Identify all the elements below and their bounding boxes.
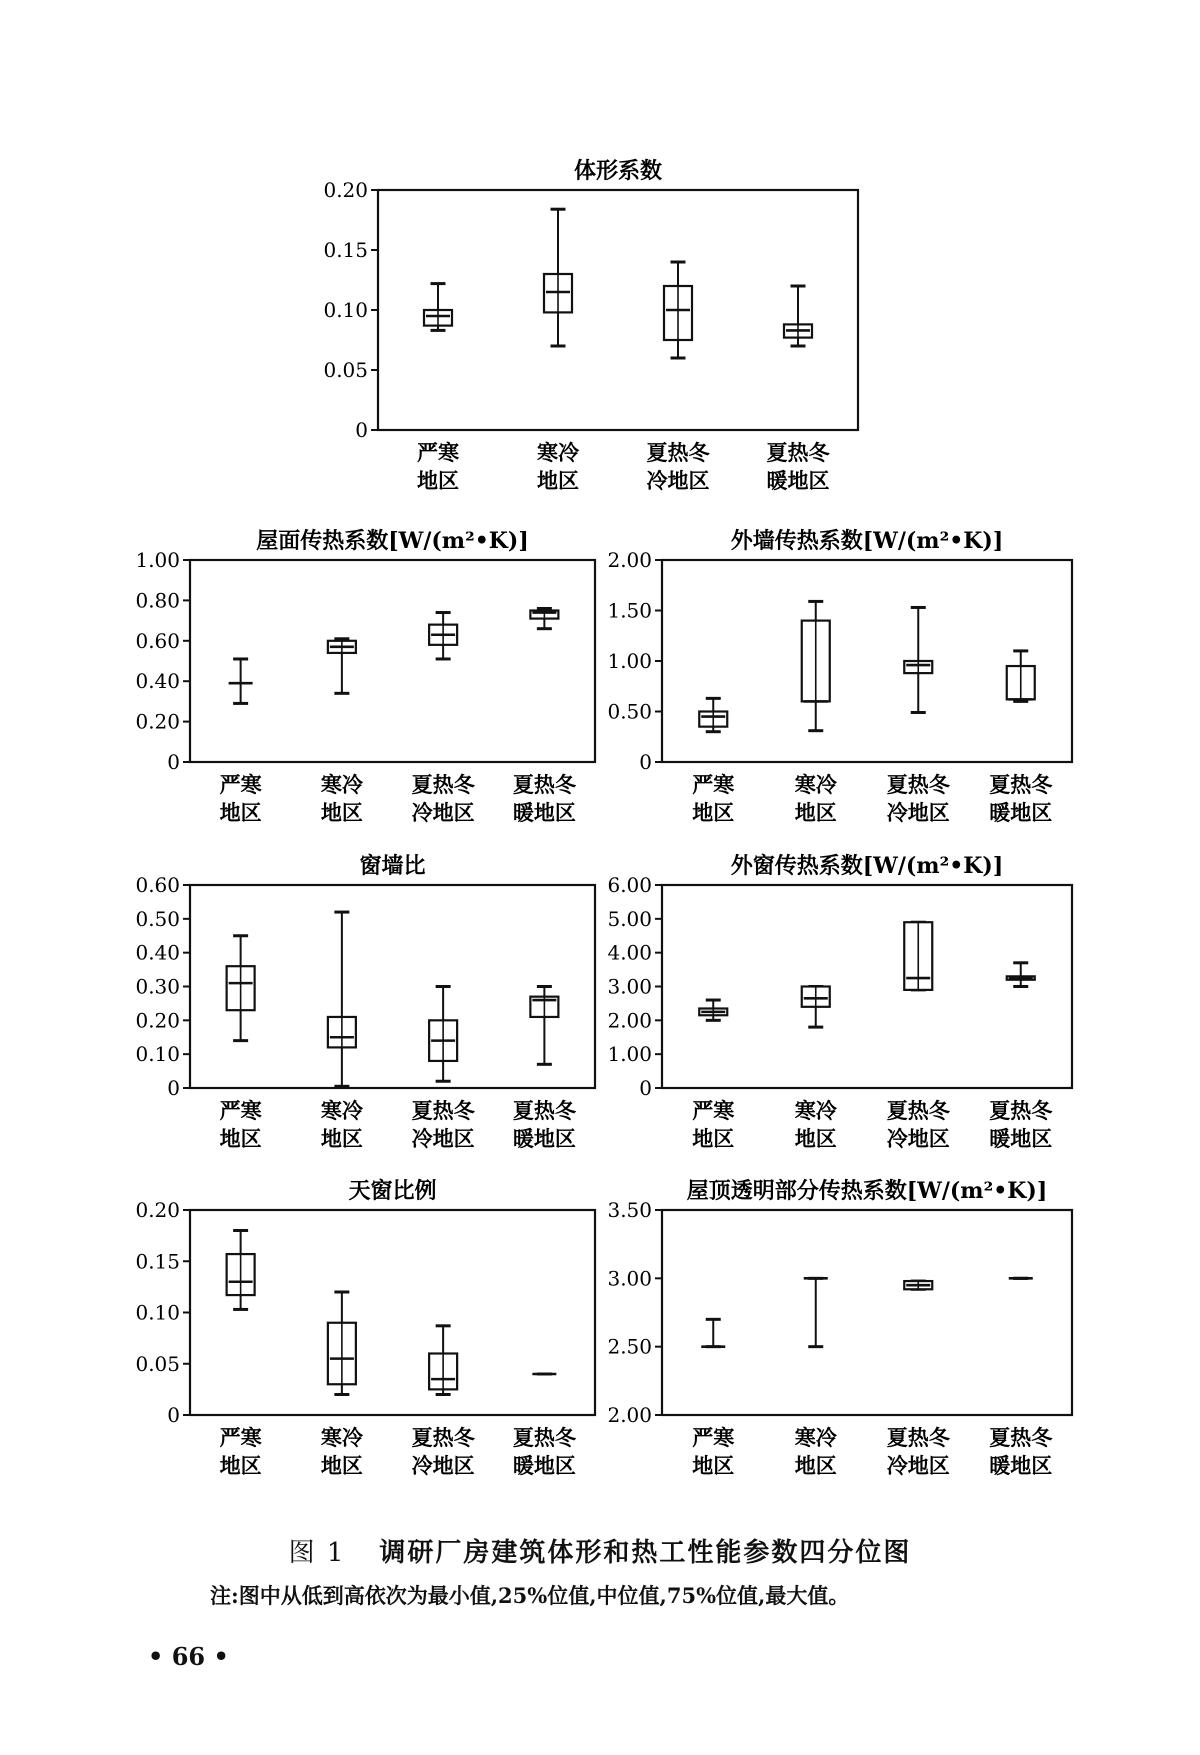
y-tick-label: 0.10: [323, 298, 368, 322]
y-tick-label: 0: [167, 1403, 180, 1427]
figure-caption: [0, 1532, 1200, 1569]
y-tick-label: 0.80: [135, 588, 180, 613]
y-tick-label: 0.40: [135, 940, 180, 965]
y-tick-label: 0.50: [607, 699, 652, 724]
x-category-label: 地区: [692, 1453, 735, 1478]
y-tick-label: 0: [167, 750, 180, 774]
figure-title: 调研厂房建筑体形和热工性能参数四分位图: [379, 1538, 912, 1568]
x-category-label: 地区: [219, 1126, 262, 1151]
x-category-label: 暖地区: [512, 1453, 576, 1478]
x-category-label: 暖地区: [989, 1126, 1053, 1151]
x-category-label: 夏热冬: [886, 1425, 950, 1450]
y-tick-label: 1.00: [607, 649, 652, 673]
y-tick-label: 0.60: [135, 628, 180, 653]
x-category-label: 冷地区: [411, 1453, 475, 1478]
x-category-label: 寒冷: [794, 1425, 837, 1450]
x-category-label: 地区: [219, 800, 262, 825]
figure-number: 图 1: [288, 1538, 346, 1568]
x-category-label: 夏热冬: [886, 1098, 950, 1123]
y-tick-label: 0.50: [135, 906, 180, 931]
x-category-label: 暖地区: [766, 468, 830, 493]
x-category-label: 严寒: [219, 1098, 262, 1123]
x-category-label: 寒冷: [320, 1098, 363, 1123]
x-category-label: 暖地区: [512, 1126, 576, 1151]
y-tick-label: 2.00: [607, 1403, 652, 1427]
x-category-label: 地区: [692, 1126, 735, 1151]
x-category-label: 暖地区: [989, 800, 1053, 825]
y-tick-label: 3.00: [607, 1266, 652, 1291]
chart-title: 体形系数: [573, 158, 663, 184]
x-category-label: 严寒: [692, 1098, 735, 1123]
y-tick-label: 6.00: [607, 873, 652, 897]
x-category-label: 夏热冬: [886, 772, 950, 797]
x-category-label: 夏热冬: [989, 772, 1053, 797]
y-tick-label: 5.00: [607, 906, 652, 931]
y-tick-label: 0.10: [135, 1042, 180, 1067]
x-category-label: 地区: [417, 468, 459, 493]
x-category-label: 夏热冬: [411, 772, 475, 797]
plot-frame: [190, 1210, 595, 1415]
y-tick-label: 0: [355, 418, 368, 442]
y-tick-label: 1.00: [607, 1042, 652, 1067]
x-category-label: 寒冷: [320, 772, 363, 797]
x-category-label: 夏热冬: [646, 440, 710, 465]
y-tick-label: 0.05: [135, 1351, 180, 1376]
y-tick-label: 1.50: [607, 598, 652, 623]
y-tick-label: 0.60: [135, 873, 180, 897]
y-tick-label: 0.15: [323, 238, 368, 262]
x-category-label: 地区: [320, 800, 363, 825]
x-category-label: 夏热冬: [411, 1098, 475, 1123]
x-category-label: 夏热冬: [411, 1425, 475, 1450]
chart-panel-6: [135, 1178, 595, 1478]
x-category-label: 寒冷: [794, 772, 837, 797]
y-tick-label: 1.00: [135, 548, 180, 572]
chart-title: 窗墙比: [359, 853, 426, 879]
x-category-label: 夏热冬: [766, 440, 830, 465]
x-category-label: 夏热冬: [512, 1425, 576, 1450]
x-category-label: 地区: [794, 1126, 837, 1151]
plot-frame: [662, 1210, 1072, 1415]
x-category-label: 寒冷: [537, 440, 579, 465]
chart-panel-5: [607, 853, 1072, 1151]
chart-title: 外窗传热系数[W/(m²•K)]: [730, 853, 1004, 879]
chart-title: 天窗比例: [348, 1178, 437, 1204]
y-tick-label: 0.20: [135, 1008, 180, 1033]
x-category-label: 夏热冬: [512, 1098, 576, 1123]
y-tick-label: 0.20: [323, 178, 368, 202]
x-category-label: 严寒: [417, 440, 459, 465]
chart-panel-7: [607, 1178, 1072, 1478]
x-category-label: 严寒: [219, 1425, 262, 1450]
y-tick-label: 0.15: [135, 1249, 180, 1274]
y-tick-label: 2.00: [607, 1008, 652, 1033]
y-tick-label: 0.20: [135, 1198, 180, 1222]
x-category-label: 冷地区: [886, 1453, 950, 1478]
x-category-label: 夏热冬: [989, 1098, 1053, 1123]
x-category-label: 严寒: [692, 1425, 735, 1450]
figure-note: 注:图中从低到高依次为最小值,25%位值,中位值,75%位值,最大值。: [210, 1583, 850, 1608]
y-tick-label: 3.50: [607, 1198, 652, 1222]
x-category-label: 地区: [794, 800, 837, 825]
x-category-label: 夏热冬: [989, 1425, 1053, 1450]
x-category-label: 夏热冬: [512, 772, 576, 797]
chart-title: 屋顶透明部分传热系数[W/(m²•K)]: [686, 1178, 1048, 1204]
x-category-label: 严寒: [692, 772, 735, 797]
y-tick-label: 2.50: [607, 1334, 652, 1359]
x-category-label: 地区: [320, 1126, 363, 1151]
y-tick-label: 0.05: [323, 358, 368, 382]
page-number: • 66 •: [148, 1642, 229, 1671]
chart-panel-1: [323, 158, 858, 493]
y-tick-label: 0.30: [135, 974, 180, 999]
x-category-label: 严寒: [219, 772, 262, 797]
x-category-label: 地区: [794, 1453, 837, 1478]
x-category-label: 地区: [219, 1453, 262, 1478]
x-category-label: 冷地区: [411, 800, 475, 825]
x-category-label: 地区: [692, 800, 735, 825]
x-category-label: 冷地区: [886, 1126, 950, 1151]
y-tick-label: 4.00: [607, 940, 652, 965]
x-category-label: 地区: [320, 1453, 363, 1478]
y-tick-label: 0: [639, 750, 652, 774]
chart-title: 外墙传热系数[W/(m²•K)]: [730, 528, 1004, 554]
y-tick-label: 0.20: [135, 709, 180, 734]
plot-frame: [190, 560, 595, 762]
chart-panel-4: [135, 853, 595, 1151]
chart-panel-2: [135, 528, 595, 825]
plot-frame: [662, 560, 1072, 762]
x-category-label: 冷地区: [646, 468, 710, 493]
x-category-label: 寒冷: [320, 1425, 363, 1450]
x-category-label: 冷地区: [886, 800, 950, 825]
x-category-label: 暖地区: [989, 1453, 1053, 1478]
y-tick-label: 0.10: [135, 1300, 180, 1325]
x-category-label: 地区: [537, 468, 579, 493]
y-tick-label: 0.40: [135, 669, 180, 694]
y-tick-label: 0: [639, 1076, 652, 1100]
y-tick-label: 0: [167, 1076, 180, 1100]
chart-panel-3: [607, 528, 1072, 825]
x-category-label: 冷地区: [411, 1126, 475, 1151]
y-tick-label: 3.00: [607, 974, 652, 999]
x-category-label: 暖地区: [512, 800, 576, 825]
x-category-label: 寒冷: [794, 1098, 837, 1123]
y-tick-label: 2.00: [607, 548, 652, 572]
chart-title: 屋面传热系数[W/(m²•K)]: [256, 528, 529, 554]
plot-frame: [662, 885, 1072, 1088]
